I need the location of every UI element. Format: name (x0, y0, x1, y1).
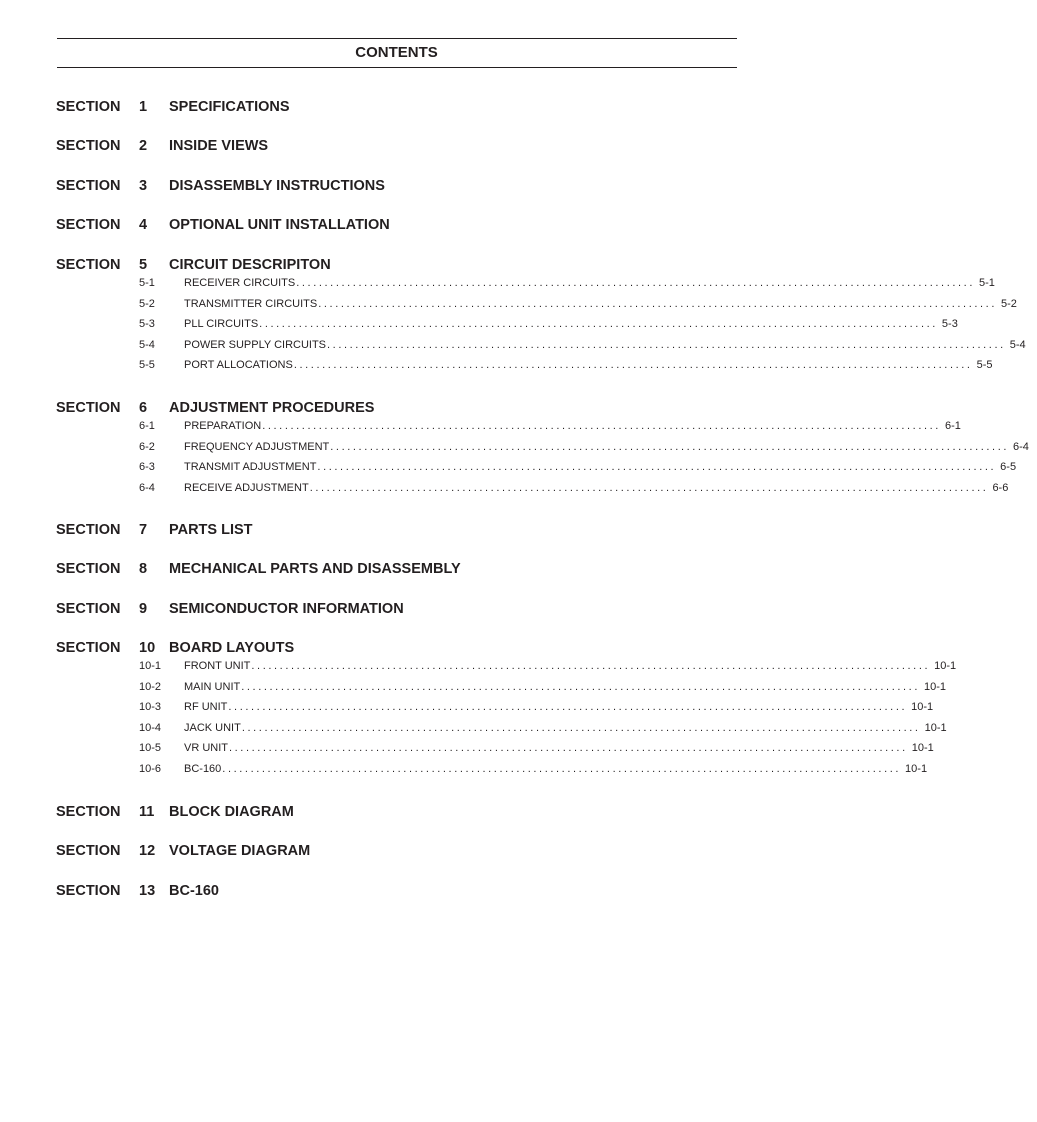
dot-leader: ........................................................................................................................ (293, 359, 973, 372)
subsection-title: FREQUENCY ADJUSTMENT (184, 440, 330, 453)
section-number: 7 (139, 522, 148, 538)
section-word: SECTION (56, 217, 121, 233)
toc-subsection[interactable] (139, 721, 947, 735)
section-title: OPTIONAL UNIT INSTALLATION (169, 217, 390, 233)
toc-subsection[interactable] (139, 338, 1026, 352)
toc-subsection[interactable] (139, 419, 961, 433)
subsection-number: 10-2 (139, 680, 162, 693)
section-word: SECTION (56, 843, 121, 859)
subsection-number: 10-3 (139, 701, 162, 714)
subsection-number: 10-1 (139, 660, 162, 672)
subsection-title: PLL CIRCUITS (184, 318, 259, 331)
section-word: SECTION (56, 522, 121, 538)
toc-subsection[interactable] (139, 317, 958, 331)
section-number: 10 (139, 640, 156, 656)
subsection-title: MAIN UNIT (184, 680, 241, 693)
subsection-page: 6-5 (1000, 461, 1017, 474)
section-number: 8 (139, 561, 148, 577)
subsection-number: 6-3 (139, 461, 155, 474)
dot-leader: ........................................................................................................................ (317, 461, 997, 474)
subsection-title: FRONT UNIT (184, 660, 251, 672)
section-title: SPECIFICATIONS (169, 99, 290, 115)
section-title: VOLTAGE DIAGRAM (169, 843, 311, 859)
subsection-page: 5-3 (941, 318, 958, 331)
section-number: 6 (139, 400, 148, 416)
toc-subsection[interactable] (139, 460, 1017, 474)
subsection-page: 5-1 (979, 277, 995, 289)
section-number: 1 (139, 99, 148, 115)
subsection-number: 5-2 (139, 297, 155, 310)
subsection-title: PORT ALLOCATIONS (184, 359, 293, 372)
subsection-number: 10-4 (139, 721, 162, 734)
dot-leader: ........................................................................................................................ (318, 297, 997, 310)
subsection-page: 5-5 (976, 359, 993, 372)
subsection-page: 6-4 (1013, 440, 1029, 453)
section-number: 9 (139, 601, 148, 617)
section-title: BLOCK DIAGRAM (169, 804, 294, 820)
toc-subsection[interactable] (139, 762, 928, 776)
subsection-number: 5-5 (139, 359, 155, 372)
section-word: SECTION (56, 99, 121, 115)
section-number: 5 (139, 257, 148, 273)
subsection-title: BC-160 (184, 763, 222, 775)
subsection-number: 5-3 (139, 318, 155, 331)
subsection-page: 10-1 (924, 721, 947, 734)
dot-leader: ........................................................................................................................ (327, 338, 1006, 351)
subsection-page: 10-1 (934, 660, 957, 672)
section-title: MECHANICAL PARTS AND DISASSEMBLY (169, 561, 461, 577)
subsection-number: 5-1 (139, 277, 155, 289)
subsection-page: 5-2 (1000, 297, 1017, 310)
subsection-number: 6-2 (139, 440, 155, 453)
subsection-title: PREPARATION (184, 420, 262, 432)
section-title: BC-160 (169, 883, 219, 899)
section-title: BOARD LAYOUTS (169, 640, 295, 656)
section-word: SECTION (56, 883, 121, 899)
section-word: SECTION (56, 804, 121, 820)
dot-leader: ........................................................................................................................ (259, 318, 938, 331)
subsection-title: RECEIVER CIRCUITS (184, 277, 296, 289)
dot-leader: ........................................................................................................................ (241, 721, 921, 734)
dot-leader: ........................................................................................................................ (296, 277, 975, 289)
section-title: DISASSEMBLY INSTRUCTIONS (169, 178, 385, 194)
subsection-page: 6-1 (944, 420, 961, 432)
dot-leader: ........................................................................................................................ (330, 440, 1010, 453)
section-number: 13 (139, 883, 156, 899)
section-title: ADJUSTMENT PROCEDURES (169, 400, 375, 416)
top-rule (57, 38, 737, 39)
subsection-number: 6-4 (139, 481, 155, 494)
subsection-title: TRANSMIT ADJUSTMENT (184, 461, 317, 474)
section-word: SECTION (56, 601, 121, 617)
subsection-title: VR UNIT (184, 742, 228, 755)
dot-leader: ........................................................................................................................ (309, 481, 989, 494)
toc-subsection[interactable] (139, 680, 947, 694)
section-number: 3 (139, 178, 148, 194)
subsection-page: 10-1 (923, 680, 947, 693)
dot-leader: ........................................................................................................................ (241, 680, 920, 693)
toc-subsection[interactable] (139, 481, 1009, 495)
subsection-page: 5-4 (1009, 338, 1026, 351)
toc-subsection[interactable] (139, 659, 957, 673)
subsection-page: 10-1 (911, 701, 934, 714)
section-title: INSIDE VIEWS (169, 138, 269, 154)
subsection-title: TRANSMITTER CIRCUITS (184, 297, 318, 310)
subsection-title: RF UNIT (184, 701, 228, 714)
section-word: SECTION (56, 561, 121, 577)
subsection-number: 6-1 (139, 420, 155, 432)
toc-subsection[interactable] (139, 276, 995, 290)
subsection-number: 10-6 (139, 763, 162, 775)
subsection-number: 10-5 (139, 742, 162, 755)
subsection-page: 10-1 (911, 742, 934, 755)
dot-leader: ........................................................................................................................ (229, 742, 908, 755)
subsection-title: POWER SUPPLY CIRCUITS (184, 338, 327, 351)
section-title: PARTS LIST (169, 522, 253, 538)
section-word: SECTION (56, 257, 121, 273)
subsection-number: 5-4 (139, 338, 155, 351)
section-title: SEMICONDUCTOR INFORMATION (169, 601, 404, 617)
section-number: 11 (139, 804, 155, 820)
toc-subsection[interactable] (139, 358, 993, 372)
toc-subsection[interactable] (139, 741, 934, 755)
section-title: CIRCUIT DESCRIPITON (169, 257, 331, 273)
page-title: CONTENTS (355, 44, 438, 61)
toc-subsection[interactable] (139, 297, 1017, 311)
section-word: SECTION (56, 178, 121, 194)
dot-leader: ........................................................................................................................ (262, 420, 941, 432)
section-word: SECTION (56, 400, 121, 416)
toc-subsection[interactable] (139, 700, 934, 714)
section-number: 4 (139, 217, 148, 233)
subsection-title: JACK UNIT (184, 721, 241, 734)
dot-leader: ........................................................................................................................ (222, 763, 902, 775)
dot-leader: ........................................................................................................................ (228, 701, 908, 714)
section-word: SECTION (56, 640, 121, 656)
section-word: SECTION (56, 138, 121, 154)
subsection-page: 6-6 (992, 481, 1009, 494)
title-rule (57, 67, 737, 68)
section-number: 12 (139, 843, 156, 859)
section-number: 2 (139, 138, 148, 154)
toc-subsection[interactable] (139, 440, 1029, 454)
subsection-title: RECEIVE ADJUSTMENT (184, 481, 309, 494)
subsection-page: 10-1 (905, 763, 928, 775)
dot-leader: ........................................................................................................................ (251, 660, 931, 672)
